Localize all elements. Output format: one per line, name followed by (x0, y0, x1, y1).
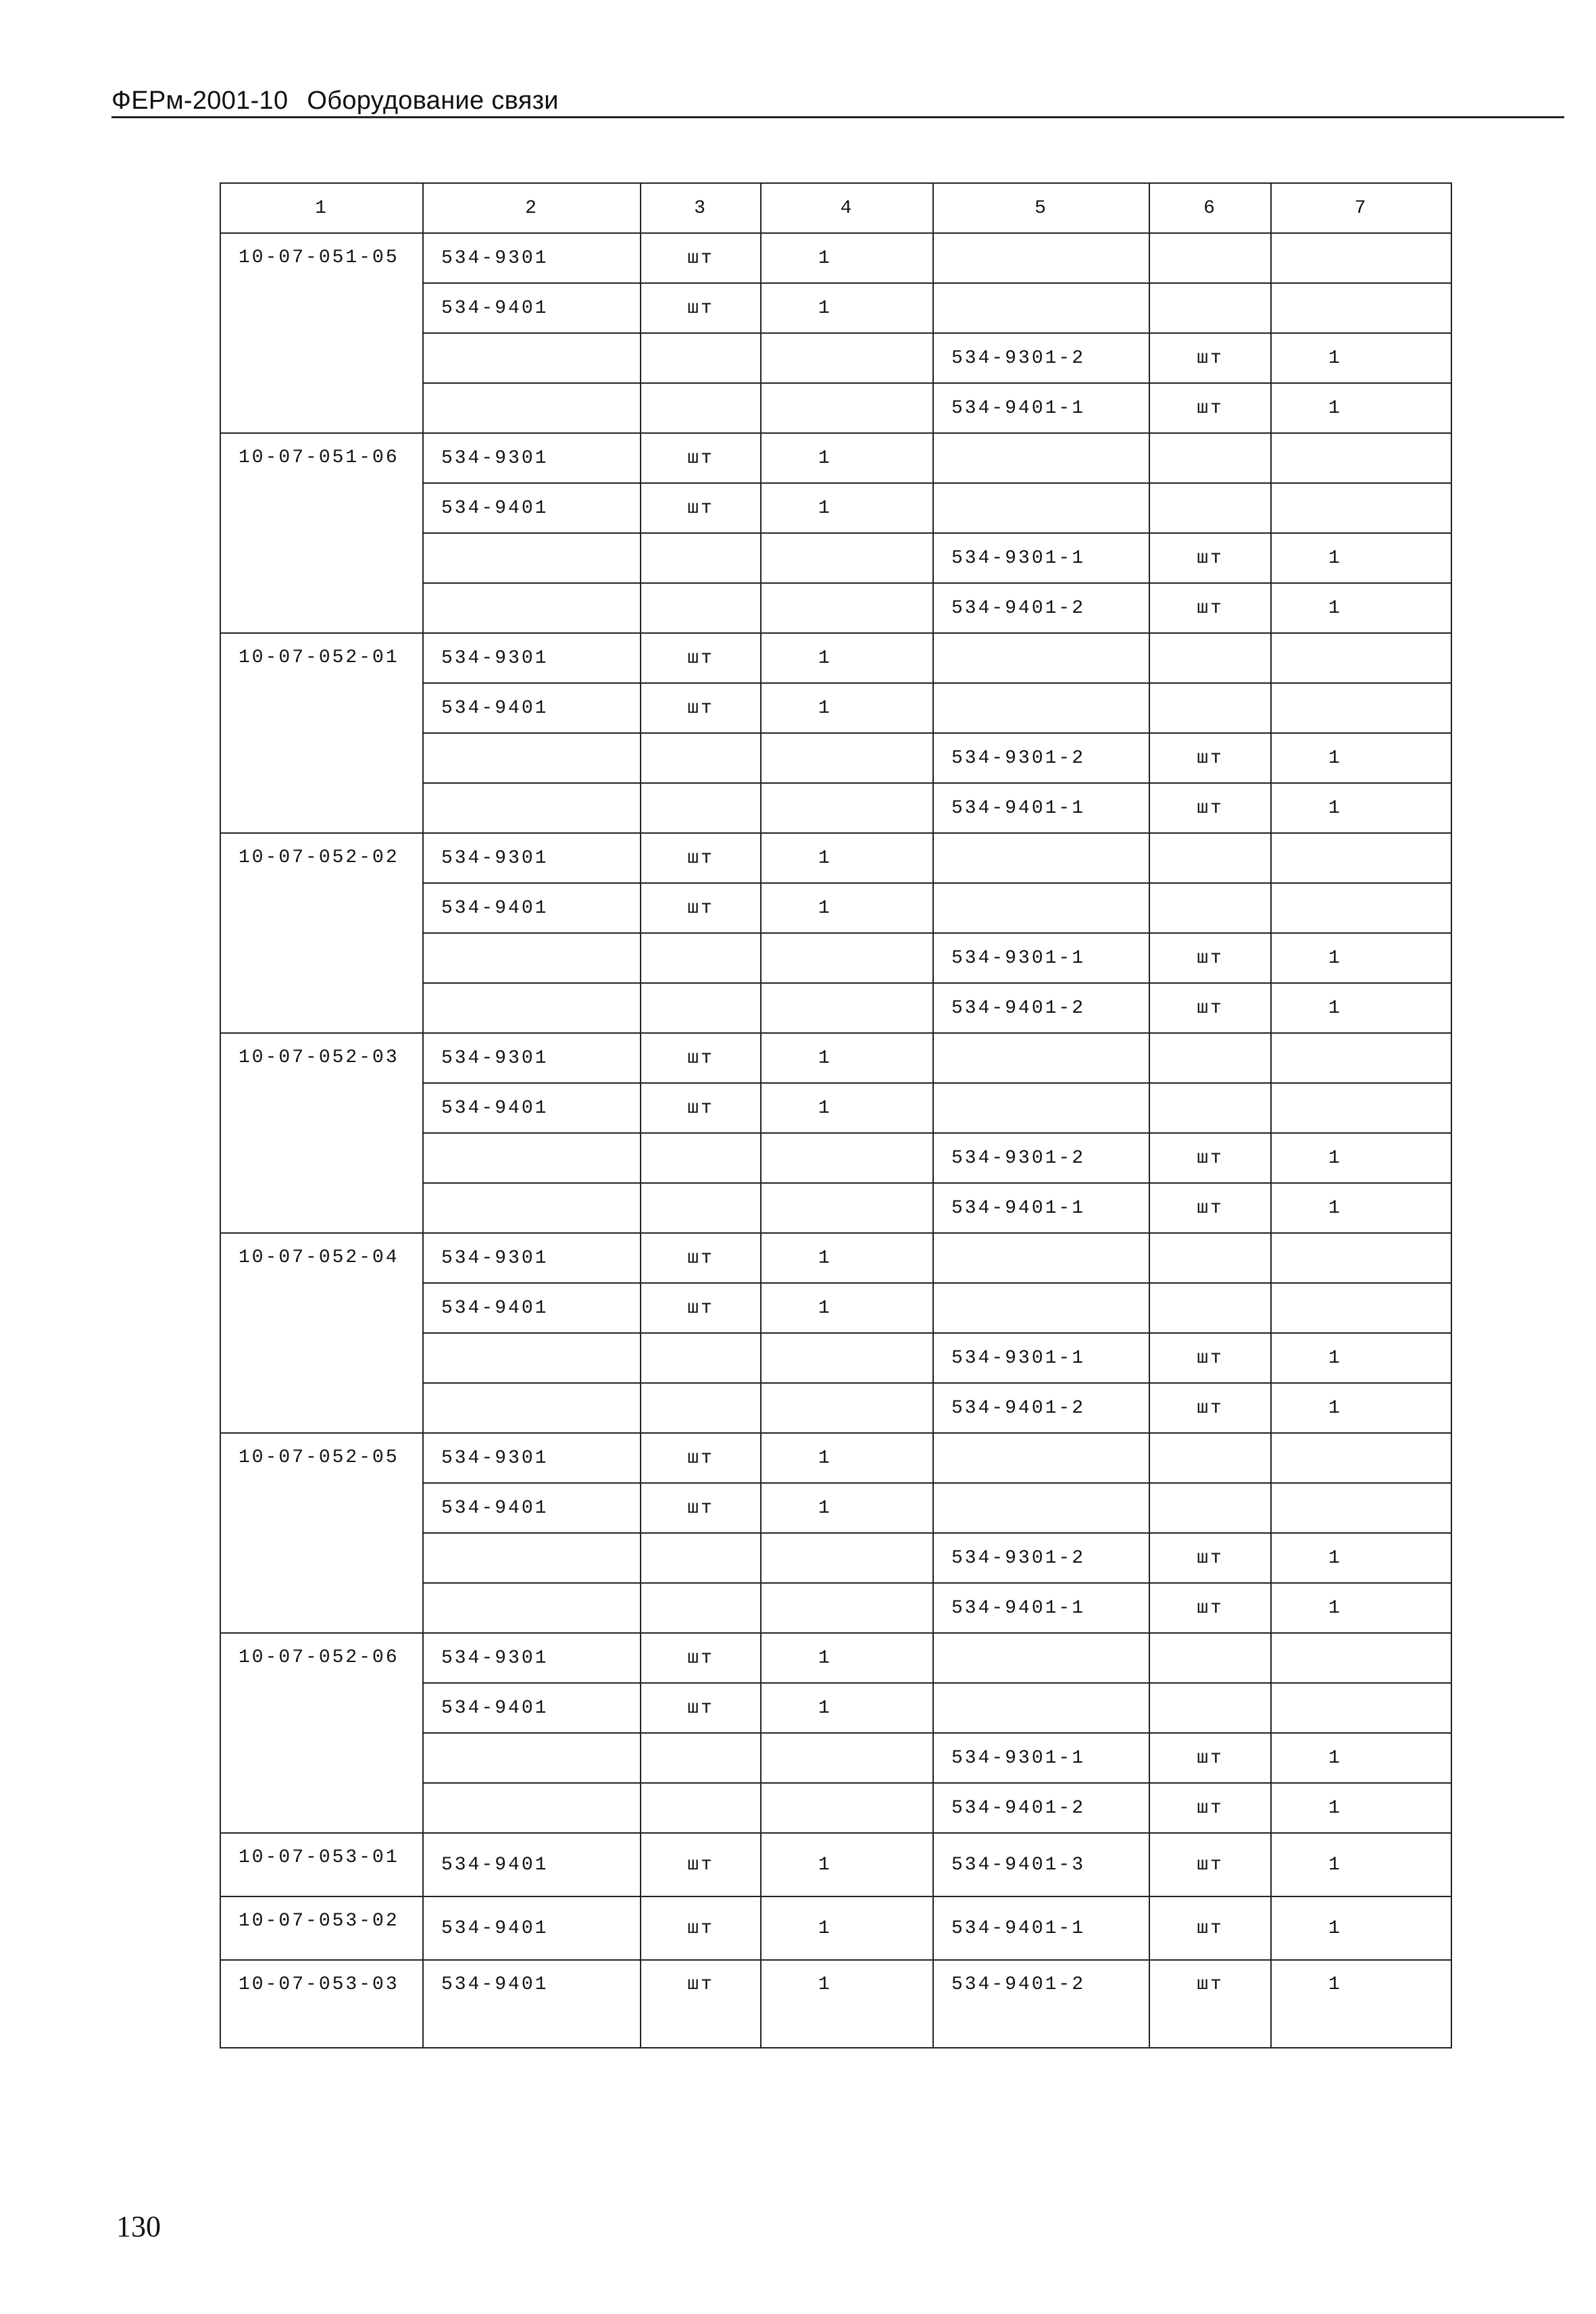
replacement-quantity (1271, 833, 1451, 883)
item-code (423, 983, 641, 1033)
quantity (761, 783, 933, 833)
item-code (423, 1383, 641, 1433)
replacement-unit (1149, 1633, 1271, 1683)
document-code: ФЕРм-2001-10 (111, 86, 289, 115)
quantity (761, 583, 933, 633)
replacement-quantity (1271, 633, 1451, 683)
replacement-code: 534-9401-1 (933, 383, 1149, 433)
replacement-code (933, 1433, 1149, 1483)
replacement-quantity (1271, 1433, 1451, 1483)
item-code (423, 1733, 641, 1783)
norm-code: 10-07-053-01 (220, 1833, 423, 1896)
replacement-quantity: 1 (1271, 333, 1451, 383)
unit: шт (641, 1960, 761, 2048)
quantity: 1 (761, 1683, 933, 1733)
quantity: 1 (761, 283, 933, 333)
replacement-unit: шт (1149, 1896, 1271, 1960)
replacement-code (933, 1233, 1149, 1283)
replacement-code: 534-9301-2 (933, 1533, 1149, 1583)
column-number: 4 (761, 183, 933, 233)
replacement-code (933, 433, 1149, 483)
replacement-quantity: 1 (1271, 1960, 1451, 2048)
replacement-code (933, 483, 1149, 533)
column-number: 6 (1149, 183, 1271, 233)
quantity (761, 1383, 933, 1433)
quantity (761, 533, 933, 583)
replacement-quantity: 1 (1271, 1896, 1451, 1960)
replacement-code: 534-9401-1 (933, 1896, 1149, 1960)
norm-code: 10-07-053-03 (220, 1960, 423, 2048)
replacement-unit: шт (1149, 783, 1271, 833)
quantity (761, 1783, 933, 1833)
quantity (761, 1583, 933, 1633)
replacement-unit: шт (1149, 383, 1271, 433)
replacement-quantity: 1 (1271, 1583, 1451, 1633)
unit (641, 933, 761, 983)
unit (641, 733, 761, 783)
norm-code: 10-07-052-03 (220, 1033, 423, 1233)
column-number: 5 (933, 183, 1149, 233)
unit (641, 1333, 761, 1383)
replacement-code (933, 1283, 1149, 1333)
table-row (220, 1033, 1451, 1083)
item-code (423, 933, 641, 983)
replacement-code (933, 883, 1149, 933)
replacement-quantity (1271, 1483, 1451, 1533)
quantity (761, 1133, 933, 1183)
item-code (423, 583, 641, 633)
replacement-unit (1149, 1083, 1271, 1133)
replacement-unit: шт (1149, 583, 1271, 633)
replacement-quantity (1271, 1283, 1451, 1333)
replacement-unit (1149, 1033, 1271, 1083)
quantity (761, 1733, 933, 1783)
unit: шт (641, 433, 761, 483)
unit: шт (641, 833, 761, 883)
specification-table (220, 182, 1452, 2048)
column-number: 2 (423, 183, 641, 233)
norm-code: 10-07-052-05 (220, 1433, 423, 1633)
replacement-code: 534-9401-2 (933, 583, 1149, 633)
replacement-unit: шт (1149, 1333, 1271, 1383)
replacement-unit (1149, 433, 1271, 483)
quantity: 1 (761, 1833, 933, 1896)
replacement-quantity (1271, 883, 1451, 933)
unit: шт (641, 683, 761, 733)
quantity: 1 (761, 1433, 933, 1483)
replacement-unit: шт (1149, 733, 1271, 783)
replacement-code: 534-9301-1 (933, 533, 1149, 583)
norm-code: 10-07-052-04 (220, 1233, 423, 1433)
replacement-unit: шт (1149, 1183, 1271, 1233)
replacement-unit (1149, 1233, 1271, 1283)
quantity: 1 (761, 1083, 933, 1133)
replacement-code (933, 283, 1149, 333)
replacement-quantity: 1 (1271, 933, 1451, 983)
replacement-unit: шт (1149, 1783, 1271, 1833)
replacement-quantity: 1 (1271, 533, 1451, 583)
column-number-row (220, 183, 1451, 233)
replacement-quantity: 1 (1271, 1783, 1451, 1833)
table-body (220, 183, 1451, 2048)
replacement-code (933, 1633, 1149, 1683)
replacement-unit (1149, 833, 1271, 883)
unit: шт (641, 483, 761, 533)
replacement-unit (1149, 683, 1271, 733)
unit (641, 383, 761, 433)
quantity (761, 1533, 933, 1583)
replacement-quantity (1271, 683, 1451, 733)
norm-code: 10-07-051-06 (220, 433, 423, 633)
header-rule (111, 116, 1564, 118)
replacement-code: 534-9401-1 (933, 1183, 1149, 1233)
unit: шт (641, 1433, 761, 1483)
item-code (423, 383, 641, 433)
replacement-unit (1149, 483, 1271, 533)
quantity: 1 (761, 1233, 933, 1283)
replacement-unit: шт (1149, 1833, 1271, 1896)
replacement-unit: шт (1149, 1733, 1271, 1783)
quantity (761, 983, 933, 1033)
replacement-quantity: 1 (1271, 1133, 1451, 1183)
item-code: 534-9401 (423, 283, 641, 333)
quantity: 1 (761, 833, 933, 883)
table-row (220, 1896, 1451, 1960)
replacement-unit (1149, 1433, 1271, 1483)
table-row (220, 433, 1451, 483)
replacement-quantity (1271, 483, 1451, 533)
item-code: 534-9301 (423, 1233, 641, 1283)
column-number: 1 (220, 183, 423, 233)
unit: шт (641, 1633, 761, 1683)
replacement-unit: шт (1149, 1583, 1271, 1633)
quantity: 1 (761, 1960, 933, 2048)
table-row (220, 833, 1451, 883)
replacement-code (933, 233, 1149, 283)
item-code: 534-9401 (423, 683, 641, 733)
unit (641, 333, 761, 383)
unit: шт (641, 1283, 761, 1333)
item-code: 534-9401 (423, 1833, 641, 1896)
replacement-code: 534-9301-2 (933, 1133, 1149, 1183)
unit: шт (641, 233, 761, 283)
replacement-code: 534-9301-1 (933, 933, 1149, 983)
document-title: Оборудование связи (307, 86, 559, 115)
replacement-quantity: 1 (1271, 1383, 1451, 1433)
quantity: 1 (761, 883, 933, 933)
page-header (111, 86, 559, 116)
unit (641, 1783, 761, 1833)
table-row (220, 1633, 1451, 1683)
unit (641, 1183, 761, 1233)
item-code: 534-9401 (423, 1683, 641, 1733)
unit: шт (641, 1833, 761, 1896)
table-row (220, 1833, 1451, 1896)
item-code (423, 783, 641, 833)
item-code: 534-9401 (423, 1960, 641, 2048)
quantity: 1 (761, 1283, 933, 1333)
item-code (423, 533, 641, 583)
replacement-quantity (1271, 1083, 1451, 1133)
item-code: 534-9401 (423, 1283, 641, 1333)
quantity: 1 (761, 1633, 933, 1683)
table-row (220, 1960, 1451, 2048)
quantity (761, 1183, 933, 1233)
unit: шт (641, 1233, 761, 1283)
item-code (423, 1133, 641, 1183)
unit: шт (641, 283, 761, 333)
item-code: 534-9301 (423, 633, 641, 683)
replacement-unit: шт (1149, 933, 1271, 983)
replacement-code: 534-9301-2 (933, 733, 1149, 783)
replacement-quantity (1271, 1683, 1451, 1733)
quantity: 1 (761, 433, 933, 483)
replacement-unit: шт (1149, 983, 1271, 1033)
replacement-unit (1149, 1283, 1271, 1333)
replacement-quantity: 1 (1271, 1183, 1451, 1233)
quantity: 1 (761, 683, 933, 733)
replacement-unit: шт (1149, 1383, 1271, 1433)
replacement-quantity: 1 (1271, 783, 1451, 833)
replacement-quantity: 1 (1271, 1733, 1451, 1783)
replacement-code (933, 1083, 1149, 1133)
replacement-code (933, 1483, 1149, 1533)
replacement-quantity: 1 (1271, 583, 1451, 633)
replacement-unit (1149, 633, 1271, 683)
item-code: 534-9301 (423, 1433, 641, 1483)
unit (641, 783, 761, 833)
item-code (423, 1333, 641, 1383)
item-code: 534-9401 (423, 1896, 641, 1960)
replacement-unit: шт (1149, 1133, 1271, 1183)
unit (641, 1733, 761, 1783)
replacement-quantity: 1 (1271, 383, 1451, 433)
unit: шт (641, 883, 761, 933)
norm-code: 10-07-052-06 (220, 1633, 423, 1833)
column-number: 3 (641, 183, 761, 233)
unit: шт (641, 1083, 761, 1133)
replacement-code: 534-9401-2 (933, 1383, 1149, 1433)
item-code: 534-9301 (423, 833, 641, 883)
item-code (423, 733, 641, 783)
norm-code: 10-07-052-01 (220, 633, 423, 833)
replacement-code: 534-9401-1 (933, 783, 1149, 833)
replacement-unit: шт (1149, 1960, 1271, 2048)
replacement-quantity: 1 (1271, 1333, 1451, 1383)
item-code (423, 1583, 641, 1633)
replacement-code (933, 1683, 1149, 1733)
quantity: 1 (761, 1033, 933, 1083)
replacement-code (933, 633, 1149, 683)
table-row (220, 633, 1451, 683)
replacement-unit (1149, 283, 1271, 333)
item-code: 534-9401 (423, 1083, 641, 1133)
quantity (761, 733, 933, 783)
quantity: 1 (761, 483, 933, 533)
column-number: 7 (1271, 183, 1451, 233)
item-code: 534-9301 (423, 433, 641, 483)
item-code (423, 1183, 641, 1233)
item-code (423, 1533, 641, 1583)
unit (641, 533, 761, 583)
unit: шт (641, 1033, 761, 1083)
replacement-unit: шт (1149, 533, 1271, 583)
table-row (220, 1433, 1451, 1483)
item-code (423, 333, 641, 383)
replacement-code (933, 683, 1149, 733)
table-row (220, 1233, 1451, 1283)
quantity: 1 (761, 633, 933, 683)
replacement-unit (1149, 1483, 1271, 1533)
replacement-code: 534-9301-1 (933, 1733, 1149, 1783)
replacement-quantity (1271, 233, 1451, 283)
replacement-quantity (1271, 433, 1451, 483)
item-code: 534-9401 (423, 483, 641, 533)
item-code (423, 1783, 641, 1833)
replacement-code (933, 1033, 1149, 1083)
unit: шт (641, 1483, 761, 1533)
replacement-quantity (1271, 1633, 1451, 1683)
replacement-quantity (1271, 283, 1451, 333)
quantity (761, 333, 933, 383)
quantity: 1 (761, 1483, 933, 1533)
unit: шт (641, 1683, 761, 1733)
replacement-quantity (1271, 1033, 1451, 1083)
replacement-unit: шт (1149, 333, 1271, 383)
unit (641, 583, 761, 633)
replacement-quantity: 1 (1271, 733, 1451, 783)
replacement-code (933, 833, 1149, 883)
unit (641, 1533, 761, 1583)
norm-code: 10-07-052-02 (220, 833, 423, 1033)
quantity (761, 1333, 933, 1383)
unit: шт (641, 1896, 761, 1960)
unit (641, 1133, 761, 1183)
replacement-code: 534-9401-2 (933, 1960, 1149, 2048)
replacement-unit (1149, 233, 1271, 283)
item-code: 534-9301 (423, 1033, 641, 1083)
item-code: 534-9301 (423, 233, 641, 283)
replacement-quantity: 1 (1271, 1533, 1451, 1583)
quantity: 1 (761, 233, 933, 283)
replacement-quantity: 1 (1271, 1833, 1451, 1896)
replacement-quantity: 1 (1271, 983, 1451, 1033)
item-code: 534-9401 (423, 1483, 641, 1533)
replacement-code: 534-9401-2 (933, 983, 1149, 1033)
replacement-unit (1149, 883, 1271, 933)
unit (641, 1583, 761, 1633)
item-code: 534-9301 (423, 1633, 641, 1683)
table-row (220, 233, 1451, 283)
replacement-code: 534-9301-2 (933, 333, 1149, 383)
item-code: 534-9401 (423, 883, 641, 933)
norm-code: 10-07-051-05 (220, 233, 423, 433)
unit (641, 1383, 761, 1433)
replacement-unit: шт (1149, 1533, 1271, 1583)
unit (641, 983, 761, 1033)
replacement-code: 534-9401-3 (933, 1833, 1149, 1896)
quantity (761, 383, 933, 433)
replacement-code: 534-9401-2 (933, 1783, 1149, 1833)
quantity (761, 933, 933, 983)
norm-code: 10-07-053-02 (220, 1896, 423, 1960)
unit: шт (641, 633, 761, 683)
replacement-code: 534-9401-1 (933, 1583, 1149, 1633)
replacement-unit (1149, 1683, 1271, 1733)
quantity: 1 (761, 1896, 933, 1960)
replacement-code: 534-9301-1 (933, 1333, 1149, 1383)
page-number: 130 (116, 2210, 161, 2243)
replacement-quantity (1271, 1233, 1451, 1283)
